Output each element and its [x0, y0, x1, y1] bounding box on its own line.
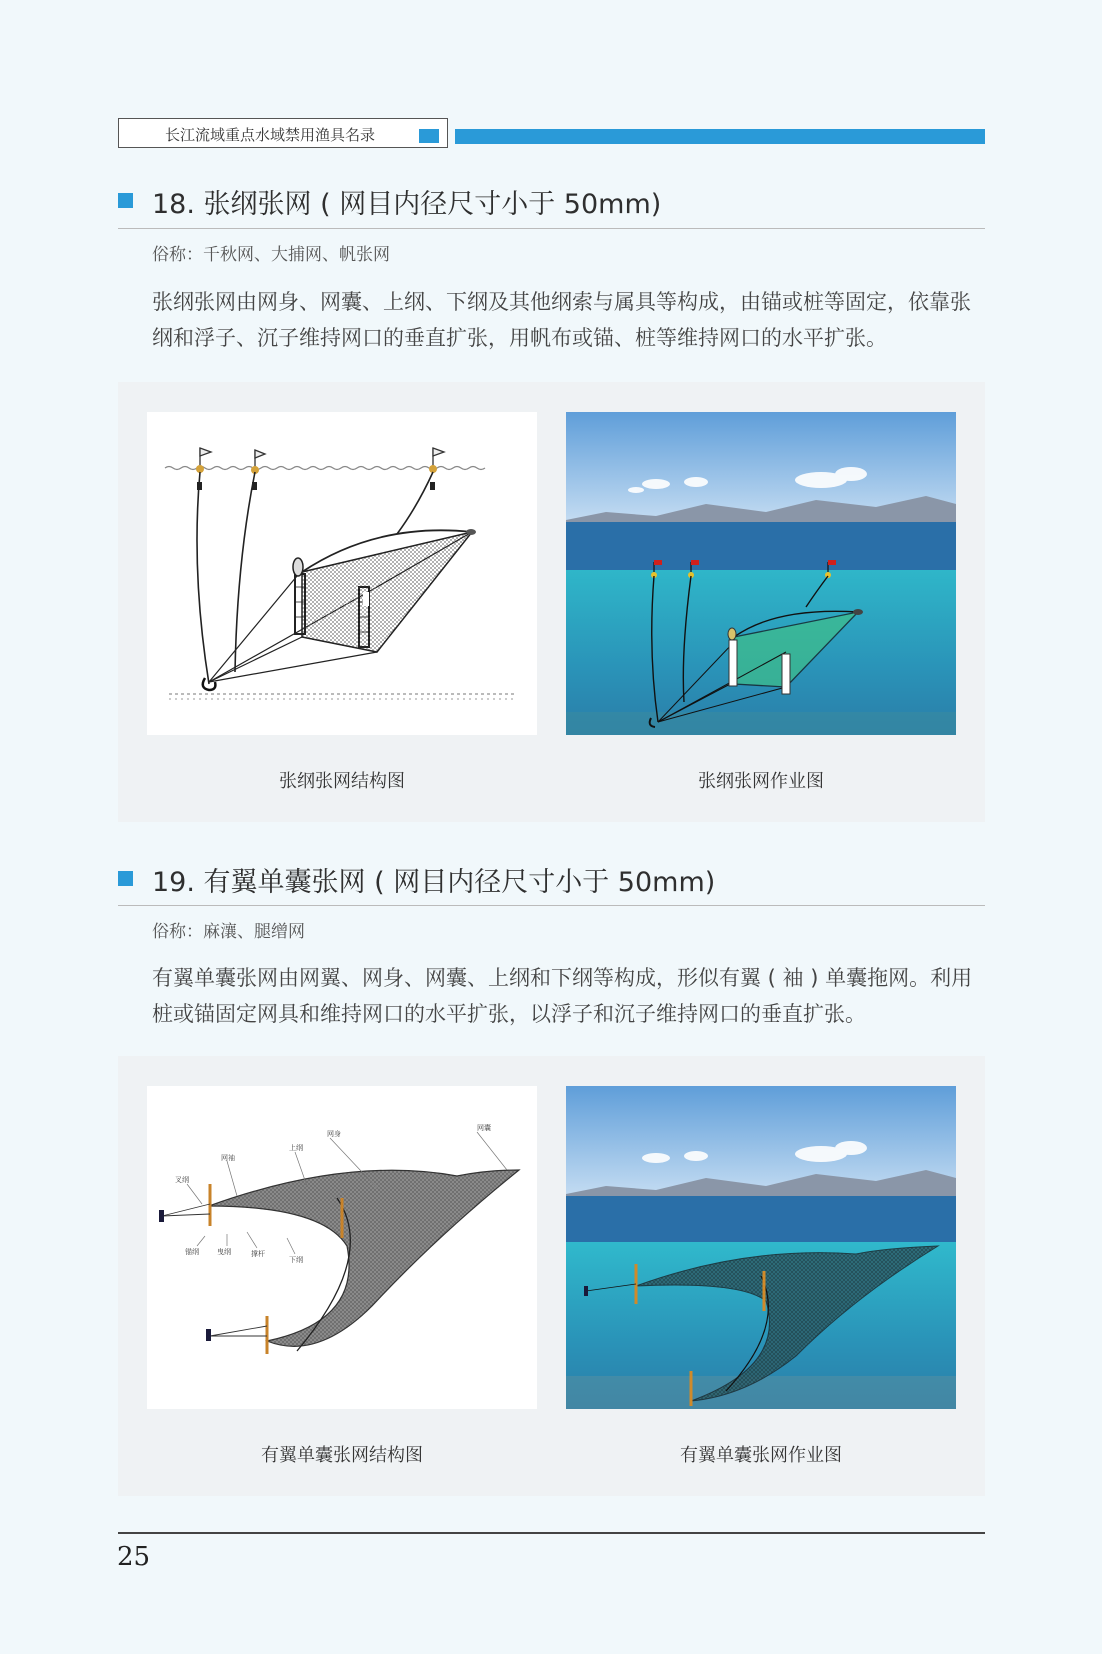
section-title-18: 18. 张纲张网 ( 网目内径尺寸小于 50mm)	[152, 189, 662, 220]
section-alias-19: 俗称：麻瀼、腿缯网	[152, 922, 305, 942]
operation-image-18	[566, 412, 956, 735]
running-header	[118, 118, 448, 148]
section-marker	[118, 193, 133, 208]
figure-panel-18	[118, 382, 985, 822]
section-rule	[118, 228, 985, 229]
label-ye-gang: 曳纲	[217, 1248, 231, 1256]
structure-diagram-18	[147, 412, 537, 735]
caption-structure-19: 有翼单囊张网结构图	[261, 1445, 423, 1466]
footer-rule	[118, 1532, 985, 1534]
book-title: 长江流域重点水域禁用渔具名录	[165, 126, 376, 144]
label-wang-nang: 网囊	[477, 1124, 491, 1132]
caption-operation-18: 张纲张网作业图	[698, 771, 824, 792]
section-description-19: 有翼单囊张网由网翼、网身、网囊、上纲和下纲等构成，形似有翼 ( 袖 ) 单囊拖网。利用桩或锚固定网具和维持网口的水平扩张，以浮子和沉子维持网口的垂直扩张。	[152, 966, 973, 1026]
section-alias-18: 俗称：千秋网、大捕网、帆张网	[152, 245, 390, 265]
section-title-19: 19. 有翼单囊张网 ( 网目内径尺寸小于 50mm)	[152, 867, 716, 898]
section-rule	[118, 905, 985, 906]
header-bar	[455, 129, 985, 144]
label-cha-gang: 叉纲	[175, 1176, 189, 1184]
caption-operation-19: 有翼单囊张网作业图	[680, 1445, 842, 1466]
figure-panel-19	[118, 1056, 985, 1496]
label-xia-gang: 下纲	[289, 1256, 303, 1264]
label-wang-xiu: 网袖	[221, 1154, 235, 1162]
header-square	[419, 129, 439, 143]
operation-image-19	[566, 1086, 956, 1409]
caption-structure-18: 张纲张网结构图	[279, 771, 405, 792]
structure-diagram-19	[147, 1086, 537, 1409]
label-shang-gang: 上纲	[289, 1144, 303, 1152]
label-mao-gang: 锚纲	[185, 1248, 199, 1256]
section-marker	[118, 871, 133, 886]
section-description-18: 张纲张网由网身、网囊、上纲、下纲及其他纲索与属具等构成，由锚或桩等固定，依靠张纲和浮子、沉子维持网口的垂直扩张，用帆布或锚、桩等维持网口的水平扩张。	[152, 290, 971, 350]
page-number: 25	[117, 1542, 151, 1572]
label-cheng-gan: 撑杆	[251, 1250, 265, 1258]
label-wang-shen: 网身	[327, 1130, 341, 1138]
